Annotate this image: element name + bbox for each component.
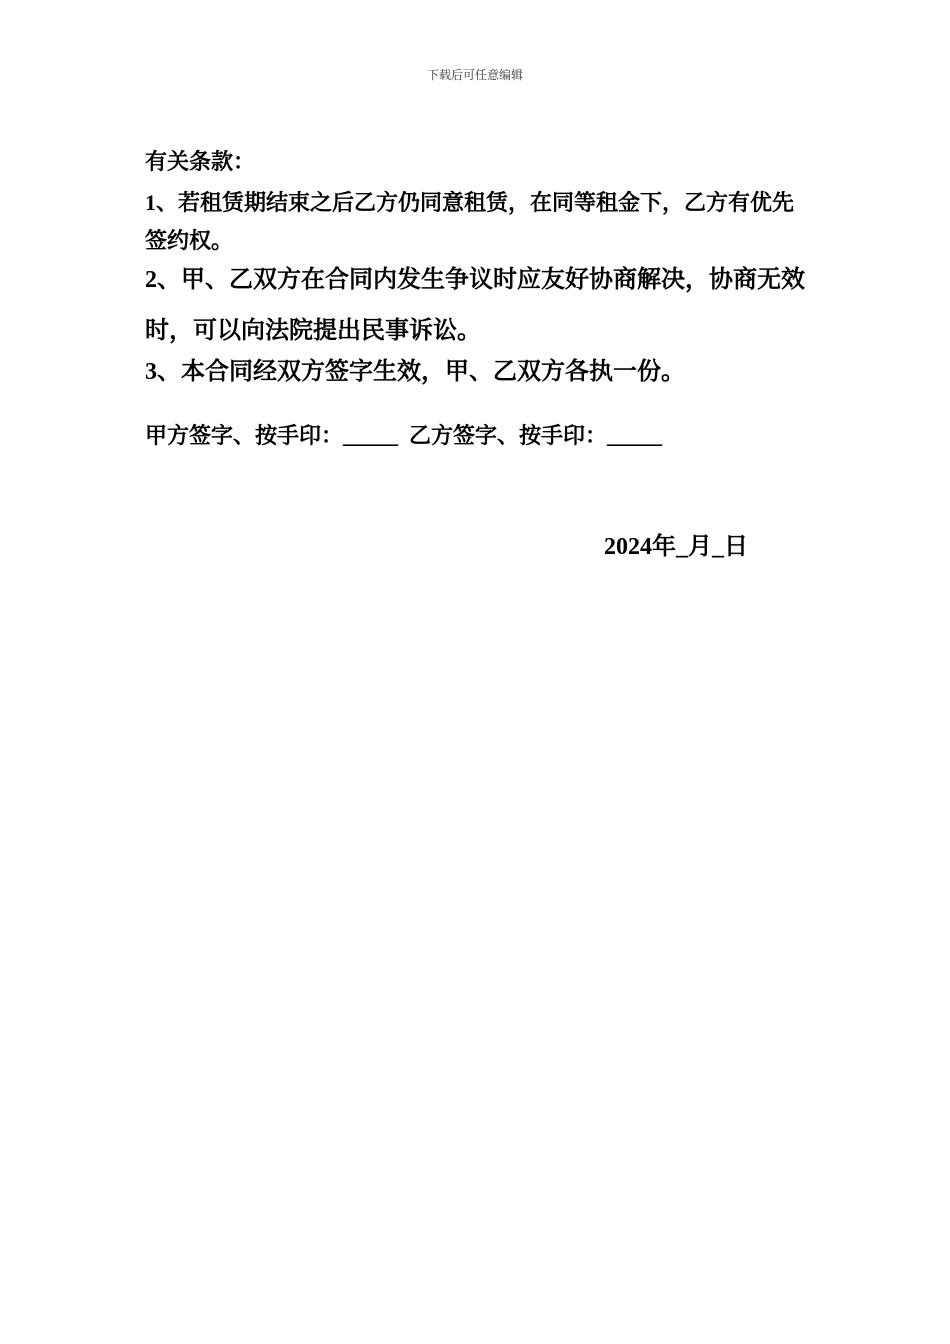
clause-2: 2、甲、乙双方在合同内发生争议时应友好协商解决，协商无效时，可以向法院提出民事诉讼。 <box>145 267 805 344</box>
party-b-signature: 乙方签字、按手印：_____ <box>409 423 663 448</box>
header-note: 下载后可任意编辑 <box>426 68 523 82</box>
clause-3: 3、本合同经双方签字生效，甲、乙双方各执一份。 <box>145 359 685 385</box>
signature-line <box>145 421 662 451</box>
party-a-signature: 甲方签字、按手印：_____ <box>145 423 399 448</box>
clause-1: 1、若租赁期结束之后乙方仍同意租赁，在同等租金下，乙方有优先签约权。 <box>145 190 795 253</box>
signing-date: 2024年_月_日 <box>604 534 748 560</box>
terms-title: 有关条款： <box>145 149 256 174</box>
